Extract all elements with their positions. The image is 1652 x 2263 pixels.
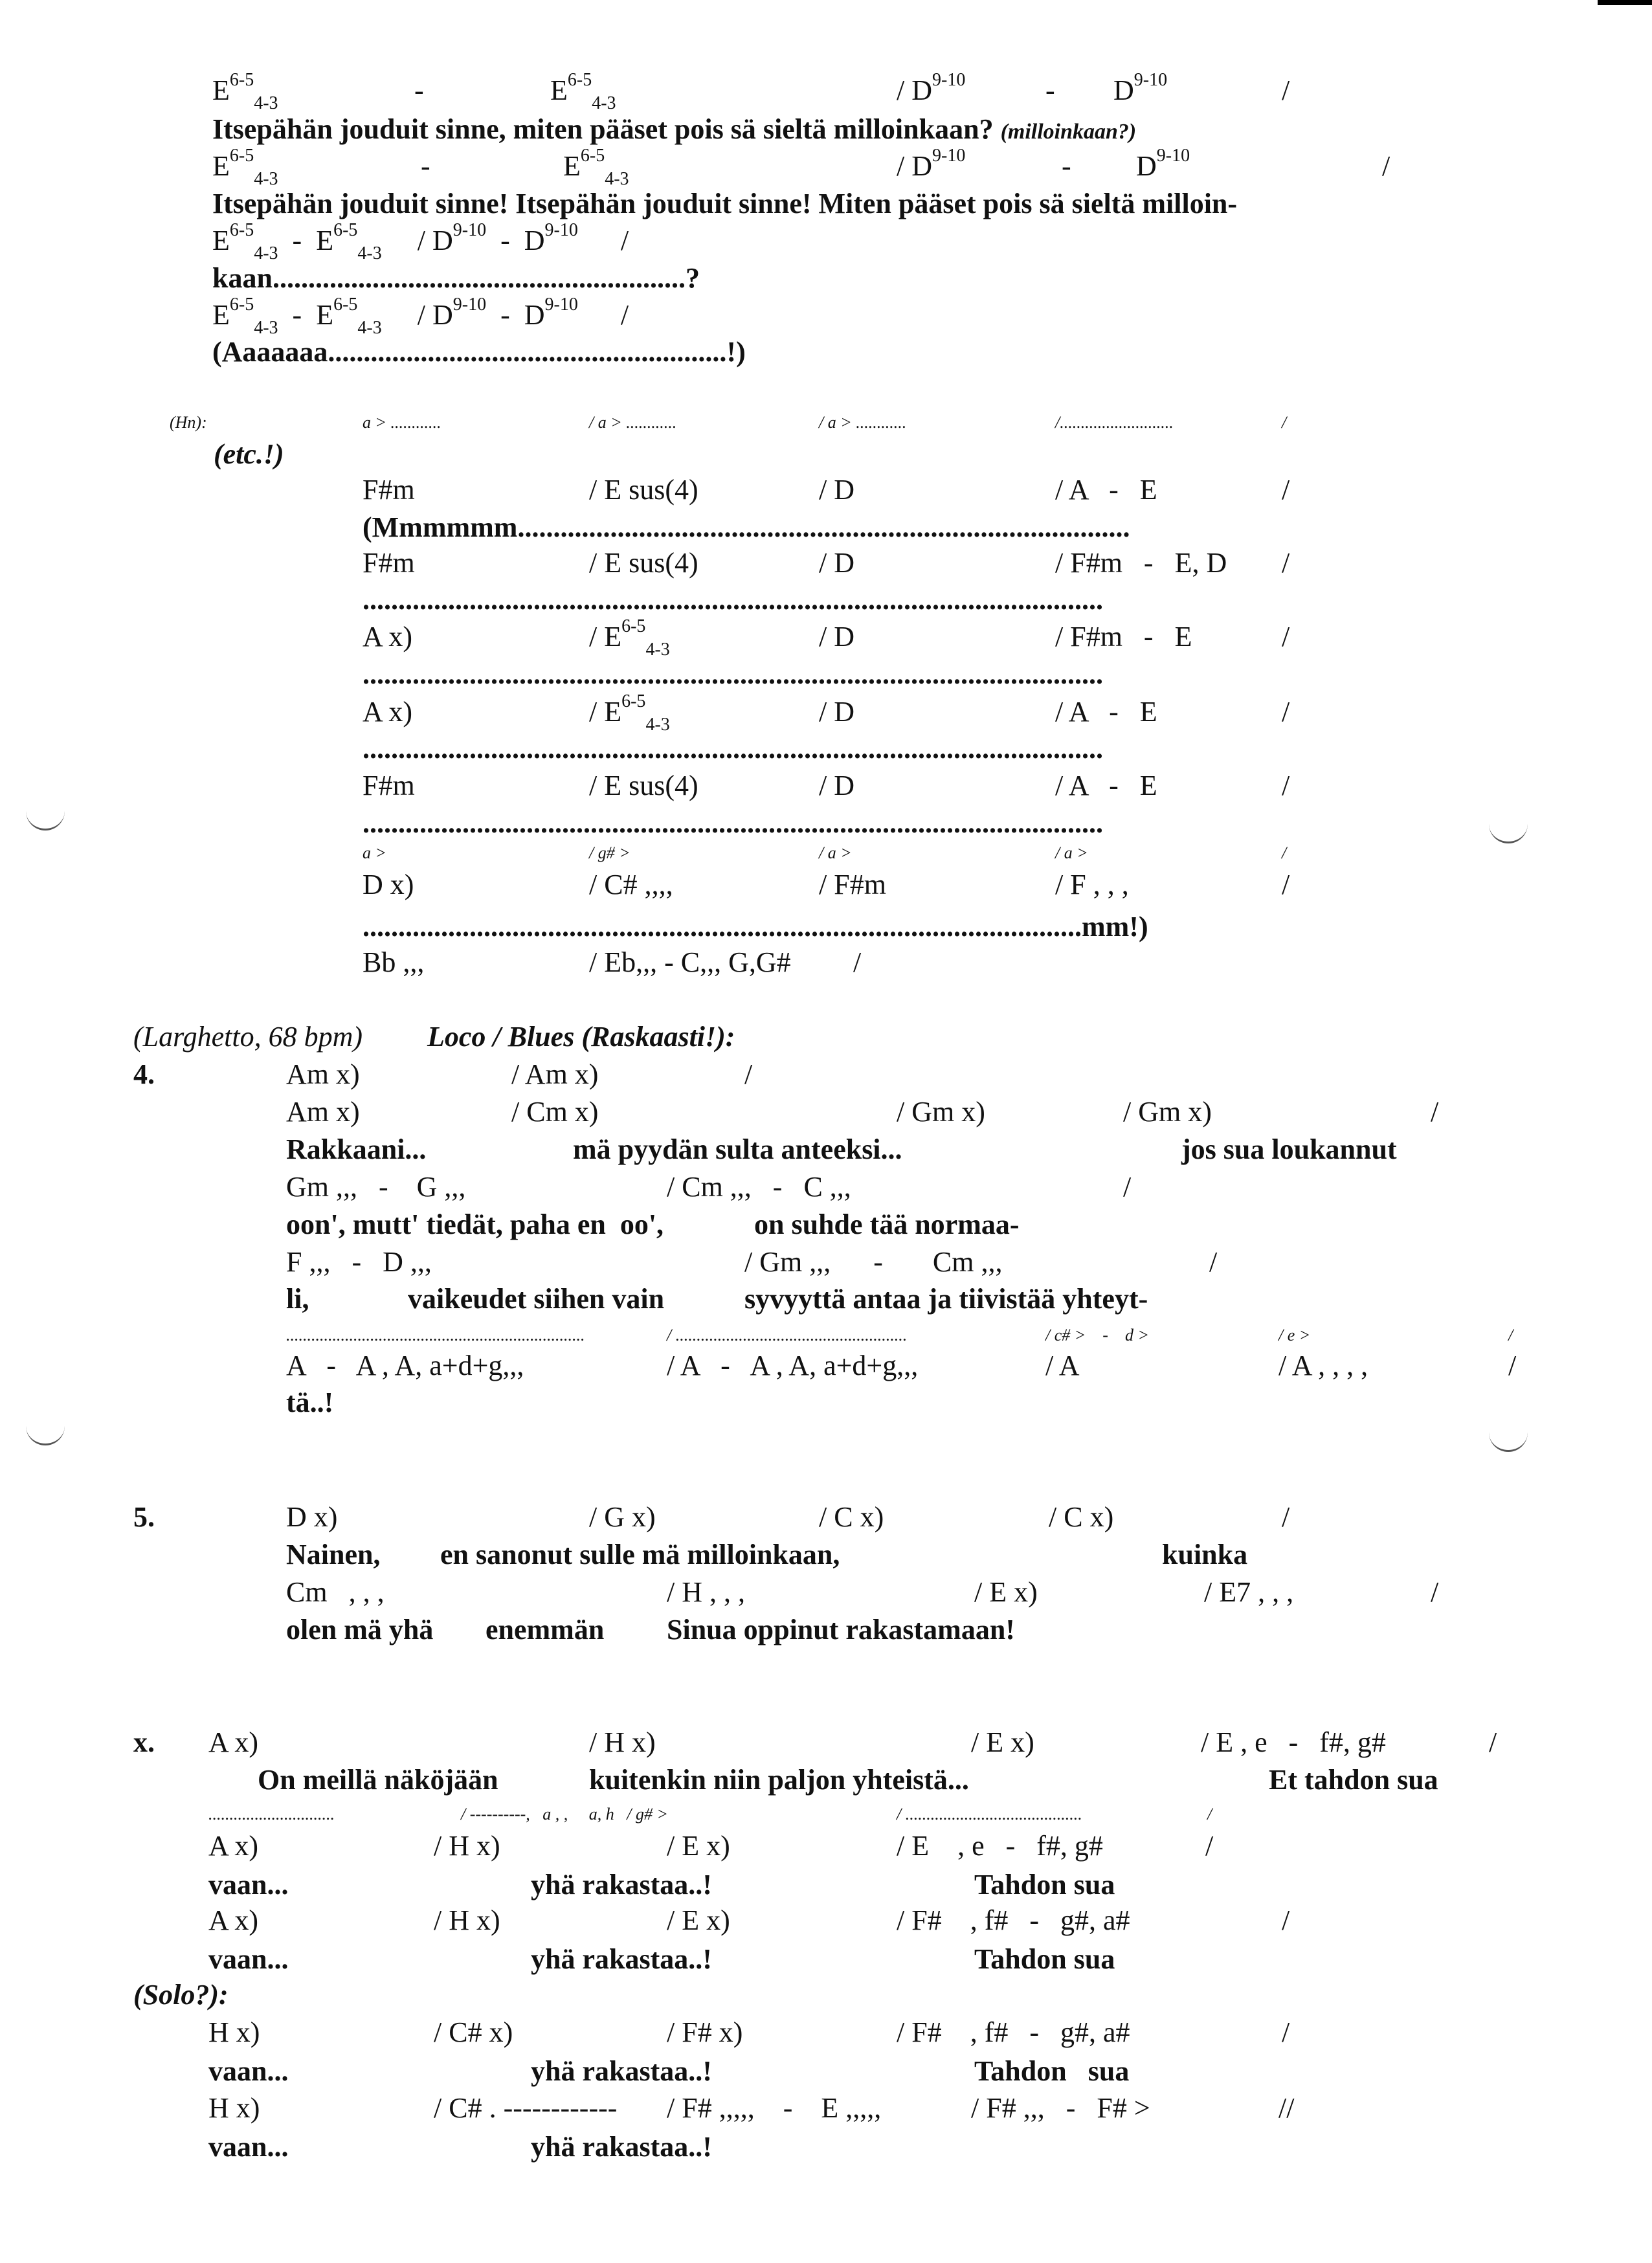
- chord: / E7 , , ,: [1204, 1576, 1294, 1608]
- chord: / C# x): [434, 2016, 513, 2048]
- lyric: On meillä näköjään: [258, 1764, 498, 1796]
- chord: $D^{9-10}$: [1136, 146, 1190, 182]
- melody-cue: / .......................................................: [667, 1326, 908, 1344]
- lyric-line: ........................................................................................................: [363, 733, 1103, 764]
- chord: / C# ,,,,: [589, 869, 673, 900]
- chord: / F# x): [667, 2016, 743, 2048]
- lyric: en sanonut sulle mä milloinkaan,: [440, 1539, 840, 1570]
- lyric: yhä rakastaa..!: [531, 1869, 712, 1901]
- melody-cue: a > ............: [363, 413, 441, 432]
- melody-cue: / ----------, a , , a, h / g# >: [461, 1805, 669, 1823]
- chord-dash: -: [1045, 74, 1055, 106]
- lyric: oon', mutt' tiedät, paha en oo',: [286, 1209, 664, 1240]
- chord: / $D^{9-10}$: [897, 70, 966, 106]
- bar-line: /: [1282, 696, 1290, 728]
- lyric: yhä rakastaa..!: [531, 2055, 712, 2087]
- chord: / F#m - E, D: [1055, 547, 1227, 579]
- chord: / D: [819, 696, 854, 728]
- bar-line: /: [1282, 770, 1290, 801]
- lyric: Et tahdon sua: [1269, 1764, 1438, 1796]
- chord: / Gm ,,, - Cm ,,,: [744, 1246, 1003, 1278]
- bar-line: /: [1382, 150, 1390, 182]
- chord: / C x): [1049, 1501, 1114, 1533]
- chord: / F#m - E: [1055, 621, 1192, 652]
- chord: / H , , ,: [667, 1576, 745, 1608]
- melody-cue: /...........................: [1055, 413, 1174, 432]
- chord: / $E^{6-5}_{4-3}$: [589, 691, 670, 735]
- lyric: vaikeudet siihen vain: [408, 1283, 665, 1315]
- chord: A x): [208, 1830, 258, 1862]
- chord: D x): [286, 1501, 338, 1533]
- bar-line: /: [1282, 1904, 1290, 1936]
- chord: / C x): [819, 1501, 884, 1533]
- chord: / E , e - f#, g#: [897, 1830, 1103, 1862]
- chord: / Gm x): [1123, 1096, 1212, 1128]
- melody-cue: / a >: [819, 843, 852, 862]
- melody-cue: ..............................: [208, 1805, 335, 1823]
- lyric: mä pyydän sulta anteeksi...: [573, 1133, 902, 1165]
- chord: / Cm ,,, - C ,,,: [667, 1171, 851, 1203]
- lyric-line: (Mmmmmm......................................................................................: [363, 511, 1130, 543]
- chord: / Cm x): [511, 1096, 599, 1128]
- style-marking: Loco / Blues (Raskaasti!):: [427, 1021, 735, 1053]
- chord: / F# , f# - g#, a#: [897, 2016, 1130, 2048]
- bar-line: /: [1123, 1171, 1132, 1203]
- chord: / A - E: [1055, 770, 1157, 801]
- chord: / A: [1045, 1350, 1080, 1381]
- tempo-marking: (Larghetto, 68 bpm): [133, 1021, 363, 1053]
- section-number: x.: [133, 1726, 155, 1758]
- bar-line: /: [1282, 547, 1290, 579]
- chord: H x): [208, 2092, 260, 2124]
- melody-cue: a >: [363, 843, 387, 862]
- chord-dash: -: [1062, 150, 1071, 182]
- lyric: Nainen,: [286, 1539, 381, 1570]
- chord: / C# . ------------: [434, 2092, 618, 2124]
- lyric-line: Itsepähän jouduit sinne, miten pääset pois sä sieltä milloinkaan? (milloinkaan?): [212, 113, 1137, 145]
- chord: / E sus(4): [589, 474, 698, 506]
- chord: / F# ,,, - F# >: [971, 2092, 1150, 2124]
- bar-line: /: [1282, 843, 1287, 862]
- lyric: jos sua loukannut: [1181, 1133, 1397, 1165]
- chord: / E , e - f#, g#: [1201, 1726, 1386, 1758]
- bar-line: /: [1282, 621, 1290, 652]
- hn-label: (Hn):: [170, 413, 207, 432]
- lyric: li,: [286, 1283, 309, 1315]
- lyric-line: ........................................................................................................: [363, 807, 1103, 839]
- chord: / E x): [974, 1576, 1038, 1608]
- chord: / $E^{6-5}_{4-3}$: [589, 616, 670, 660]
- lyric-line: .....................................................................................................mm!): [363, 911, 1148, 942]
- lyric-line: ........................................................................................................: [363, 658, 1103, 690]
- bar-line: /: [1431, 1576, 1439, 1608]
- bar-line: /: [1489, 1726, 1497, 1758]
- chord-dash: -: [421, 150, 430, 182]
- chord: / E x): [667, 1830, 730, 1862]
- chord: / F# ,,,,, - E ,,,,,: [667, 2092, 882, 2124]
- punch-hole-mark: [1489, 822, 1528, 843]
- lyric: vaan...: [208, 1943, 289, 1975]
- chord: / A - E: [1055, 696, 1157, 728]
- melody-cue: / a >: [1055, 843, 1088, 862]
- chord: F#m: [363, 547, 415, 579]
- lyric: tä..!: [286, 1387, 334, 1418]
- chord: A x): [208, 1726, 258, 1758]
- chord: / Am x): [511, 1058, 599, 1090]
- chord: / E sus(4): [589, 547, 698, 579]
- bar-line: /: [1508, 1350, 1517, 1381]
- chord: / F , , ,: [1055, 869, 1129, 900]
- chord: / G x): [589, 1501, 656, 1533]
- lyric: enemmän: [486, 1614, 605, 1645]
- chord: / D: [819, 621, 854, 652]
- chord: A x): [208, 1904, 258, 1936]
- final-bar-line: //: [1278, 2092, 1295, 2124]
- punch-hole-mark: [26, 1424, 65, 1445]
- chord: / D: [819, 474, 854, 506]
- melody-cue: / c# > - d >: [1045, 1326, 1150, 1344]
- chord: / E x): [667, 1904, 730, 1936]
- etc-note: (etc.!): [214, 438, 284, 470]
- chord: / H x): [434, 1830, 500, 1862]
- chord: / D: [819, 770, 854, 801]
- chord: / A - A , A, a+d+g,,,: [667, 1350, 919, 1381]
- chord: Am x): [286, 1058, 360, 1090]
- lyric-line: kaan..........................................................?: [212, 262, 700, 294]
- solo-marking: (Solo?):: [133, 1979, 229, 2011]
- chord: / H x): [434, 1904, 500, 1936]
- chord: Gm ,,, - G ,,,: [286, 1171, 466, 1203]
- chord: / A , , , ,: [1278, 1350, 1368, 1381]
- scan-edge-mark: [1598, 0, 1652, 5]
- lyric: vaan...: [208, 2131, 289, 2163]
- chord: / A - E: [1055, 474, 1157, 506]
- lyric: olen mä yhä: [286, 1614, 434, 1645]
- bar-line: /: [1282, 1501, 1290, 1533]
- melody-cue: / a > ............: [589, 413, 677, 432]
- lyric: Tahdon sua: [974, 1943, 1115, 1975]
- chord: / F# , f# - g#, a#: [897, 1904, 1130, 1936]
- bar-line: /: [1431, 1096, 1439, 1128]
- bar-line: /: [1205, 1830, 1214, 1862]
- lyric-line: Itsepähän jouduit sinne! Itsepähän jouduit sinne! Miten pääset pois sä sieltä milloin-: [212, 188, 1238, 219]
- chord: / E sus(4): [589, 770, 698, 801]
- lyric: vaan...: [208, 2055, 289, 2087]
- chord: H x): [208, 2016, 260, 2048]
- lyric: Rakkaani...: [286, 1133, 427, 1165]
- chord: / E x): [971, 1726, 1034, 1758]
- melody-cue: / e >: [1278, 1326, 1311, 1344]
- chord: Am x): [286, 1096, 360, 1128]
- chord: / F#m: [819, 869, 886, 900]
- bar-line: /: [1508, 1326, 1513, 1344]
- lyric-line: (Aaaaaaa........................................................!): [212, 336, 746, 368]
- chord: F#m: [363, 474, 415, 506]
- lyric: yhä rakastaa..!: [531, 2131, 712, 2163]
- lyric: yhä rakastaa..!: [531, 1943, 712, 1975]
- lyric: kuinka: [1162, 1539, 1248, 1570]
- lyric: Tahdon sua: [974, 2055, 1130, 2087]
- section-number: 5.: [133, 1501, 155, 1533]
- chord: $E^{6-5}_{4-3}$: [212, 70, 278, 113]
- melody-cue: / g# >: [589, 843, 631, 862]
- chord: $E^{6-5}_{4-3}$: [563, 146, 629, 189]
- punch-hole-mark: [1489, 1431, 1528, 1452]
- section-number: 4.: [133, 1058, 155, 1090]
- bar-line: /: [1209, 1246, 1218, 1278]
- lyric: kuitenkin niin paljon yhteistä...: [589, 1764, 969, 1796]
- lyric-line: ........................................................................................................: [363, 584, 1103, 616]
- chord: A - A , A, a+d+g,,,: [286, 1350, 524, 1381]
- bar-line: /: [744, 1058, 753, 1090]
- chord: / $D^{9-10}$: [897, 146, 966, 182]
- chord: $E^{6-5}_{4-3}$: [212, 146, 278, 189]
- bar-line: /: [1282, 413, 1287, 432]
- bar-line: /: [1282, 869, 1290, 900]
- melody-cue: .......................................................................: [286, 1326, 585, 1344]
- chord: / D: [819, 547, 854, 579]
- chord: F#m: [363, 770, 415, 801]
- chord: / H x): [589, 1726, 656, 1758]
- chord: / Gm x): [897, 1096, 985, 1128]
- chord: / Eb,,, - C,,, G,G#: [589, 946, 791, 978]
- melody-cue: / ..........................................: [897, 1805, 1082, 1823]
- chord-row: $E^{6-5}_{4-3} - E^{6-5}_{4-3}$ / $D^{9-10} - D^{9-10}$ /: [212, 220, 629, 263]
- chord-dash: -: [414, 74, 424, 106]
- chord: $D^{9-10}$: [1113, 70, 1168, 106]
- bar-line: /: [1207, 1805, 1212, 1823]
- bar-line: /: [1282, 2016, 1290, 2048]
- bar-line: /: [1282, 474, 1290, 506]
- lyric: vaan...: [208, 1869, 289, 1901]
- chord: D x): [363, 869, 414, 900]
- lyric: syvyyttä antaa ja tiivistää yhteyt-: [744, 1283, 1148, 1315]
- chord: F ,,, - D ,,,: [286, 1246, 432, 1278]
- chord: Bb ,,,: [363, 946, 425, 978]
- punch-hole-mark: [26, 809, 65, 831]
- lyric: on suhde tää normaa-: [754, 1209, 1020, 1240]
- chord: Cm , , ,: [286, 1576, 385, 1608]
- chord: A x): [363, 696, 412, 728]
- chord-row: $E^{6-5}_{4-3} - E^{6-5}_{4-3}$ / $D^{9-10} - D^{9-10}$ /: [212, 295, 629, 338]
- lyric: Sinua oppinut rakastamaan!: [667, 1614, 1015, 1645]
- bar-line: /: [1282, 74, 1290, 106]
- lyric: Tahdon sua: [974, 1869, 1115, 1901]
- bar-line: /: [853, 946, 862, 978]
- chord: $E^{6-5}_{4-3}$: [550, 70, 616, 113]
- melody-cue: / a > ............: [819, 413, 907, 432]
- chord: A x): [363, 621, 412, 652]
